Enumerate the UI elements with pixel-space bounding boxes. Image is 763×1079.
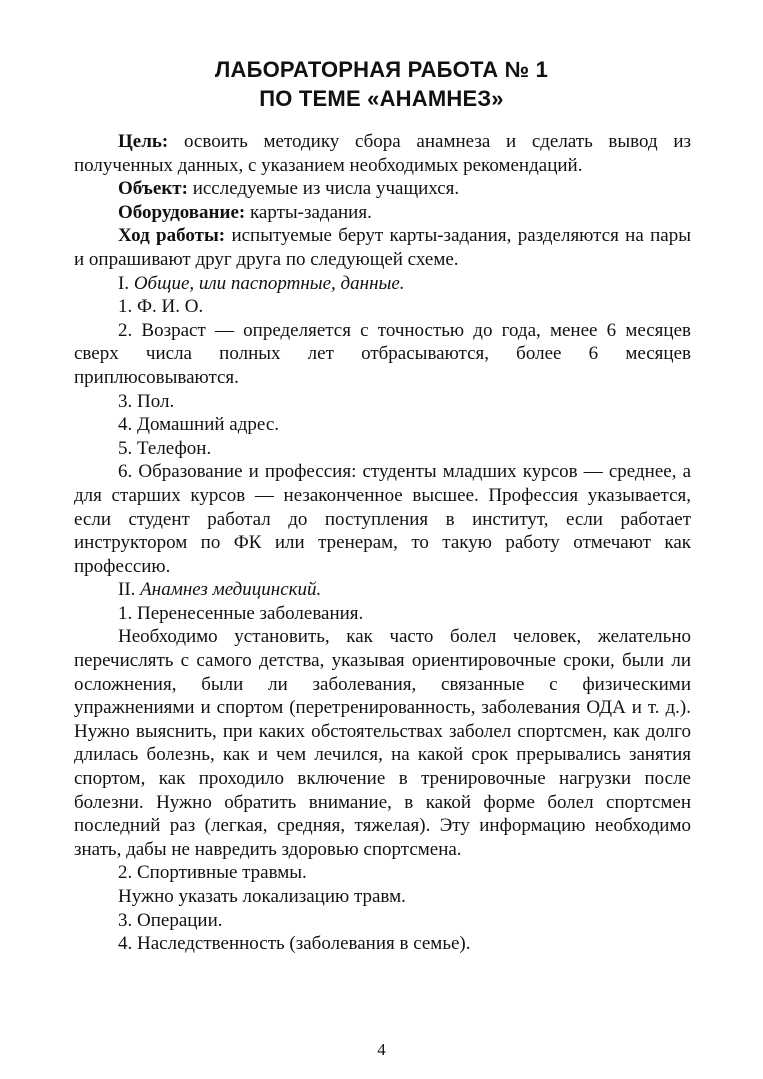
section-1-item: 4. Домашний адрес. [118,414,279,436]
section-2-item: 2. Спортивные травмы. [118,862,307,884]
section-2-item: 1. Перенесенные заболевания. [118,602,364,624]
section-1-heading [74,272,691,296]
section-2-item: Нужно указать локализацию травм. [118,886,406,907]
section-2-item: 4. Наследственность (заболевания в семье). [118,933,471,955]
equipment-text: карты-задания. [245,201,372,223]
section-1-item: 1. Ф. И. О. [118,296,204,318]
procedure-text: испытуемые берут карты-задания, разделяются на пары и опрашивают друг друга по следующей схеме. [74,225,691,270]
object-label: Объект: [118,178,188,200]
section-1-item: 6. Образование и профессия: студенты младших курсов — среднее, а для старших курсов — незаконченное высшее. Профессия указывается, если студент работал до поступления в институт, если работает инструктором по ФК или тренерам, то такую работу отмечают как профессию. [74,461,691,577]
title-line-2: ПО ТЕМЕ «АНАМНЕЗ» [259,86,504,111]
page-number: 4 [377,1040,386,1059]
body-text [74,130,691,956]
object-paragraph [74,177,691,201]
title-line-1: ЛАБОРАТОРНАЯ РАБОТА № 1 [214,57,549,82]
page-title [0,55,763,113]
section-1-numeral: I. [118,272,134,294]
procedure-paragraph [74,224,691,271]
section-1-item: 2. Возраст — определяется с точностью до года, менее 6 месяцев сверх числа полных лет отбрасываются, более 6 месяцев приплюсовываются. [74,319,691,388]
section-2-numeral: II. [118,579,141,601]
section-1-item: 3. Пол. [118,390,175,412]
goal-paragraph [74,130,691,177]
equipment-label: Оборудование: [118,201,246,223]
section-2-item: Необходимо установить, как часто болел человек, желательно перечислять с самого детства, указывая ориентировочные сроки, были ли осложнения, были ли заболевания, связанные с физическими упражнениями и спортом (перетренированность, заболевания ОДА и т. д.). Нужно выяснить, при каких обстоятельствах заболел спортсмен, как долго длилась болезнь, как и чем лечился, на какой срок прерывались занятия спортом, как проходило включение в тренировочные нагрузки после болезни. Нужно обратить внимание, в какой форме болел спортсмен последний раз (легкая, средняя, тяжелая). Эту информацию необходимо знать, дабы не навредить здоровью спортсмена. [74,626,691,860]
goal-label: Цель: [118,131,169,152]
section-1-item: 5. Телефон. [118,437,212,459]
section-2-heading [74,578,691,602]
goal-text: освоить методику сбора анамнеза и сделать вывод из полученных данных, с указанием необходимых рекомендаций. [74,131,691,176]
object-text: исследуемые из числа учащихся. [187,178,460,200]
equipment-paragraph [74,201,691,225]
section-2-item: 3. Операции. [118,909,223,931]
section-1-title: Общие, или паспортные, данные. [133,272,405,294]
procedure-label: Ход работы: [118,225,226,247]
section-2-title: Анамнез медицинский. [140,579,322,601]
